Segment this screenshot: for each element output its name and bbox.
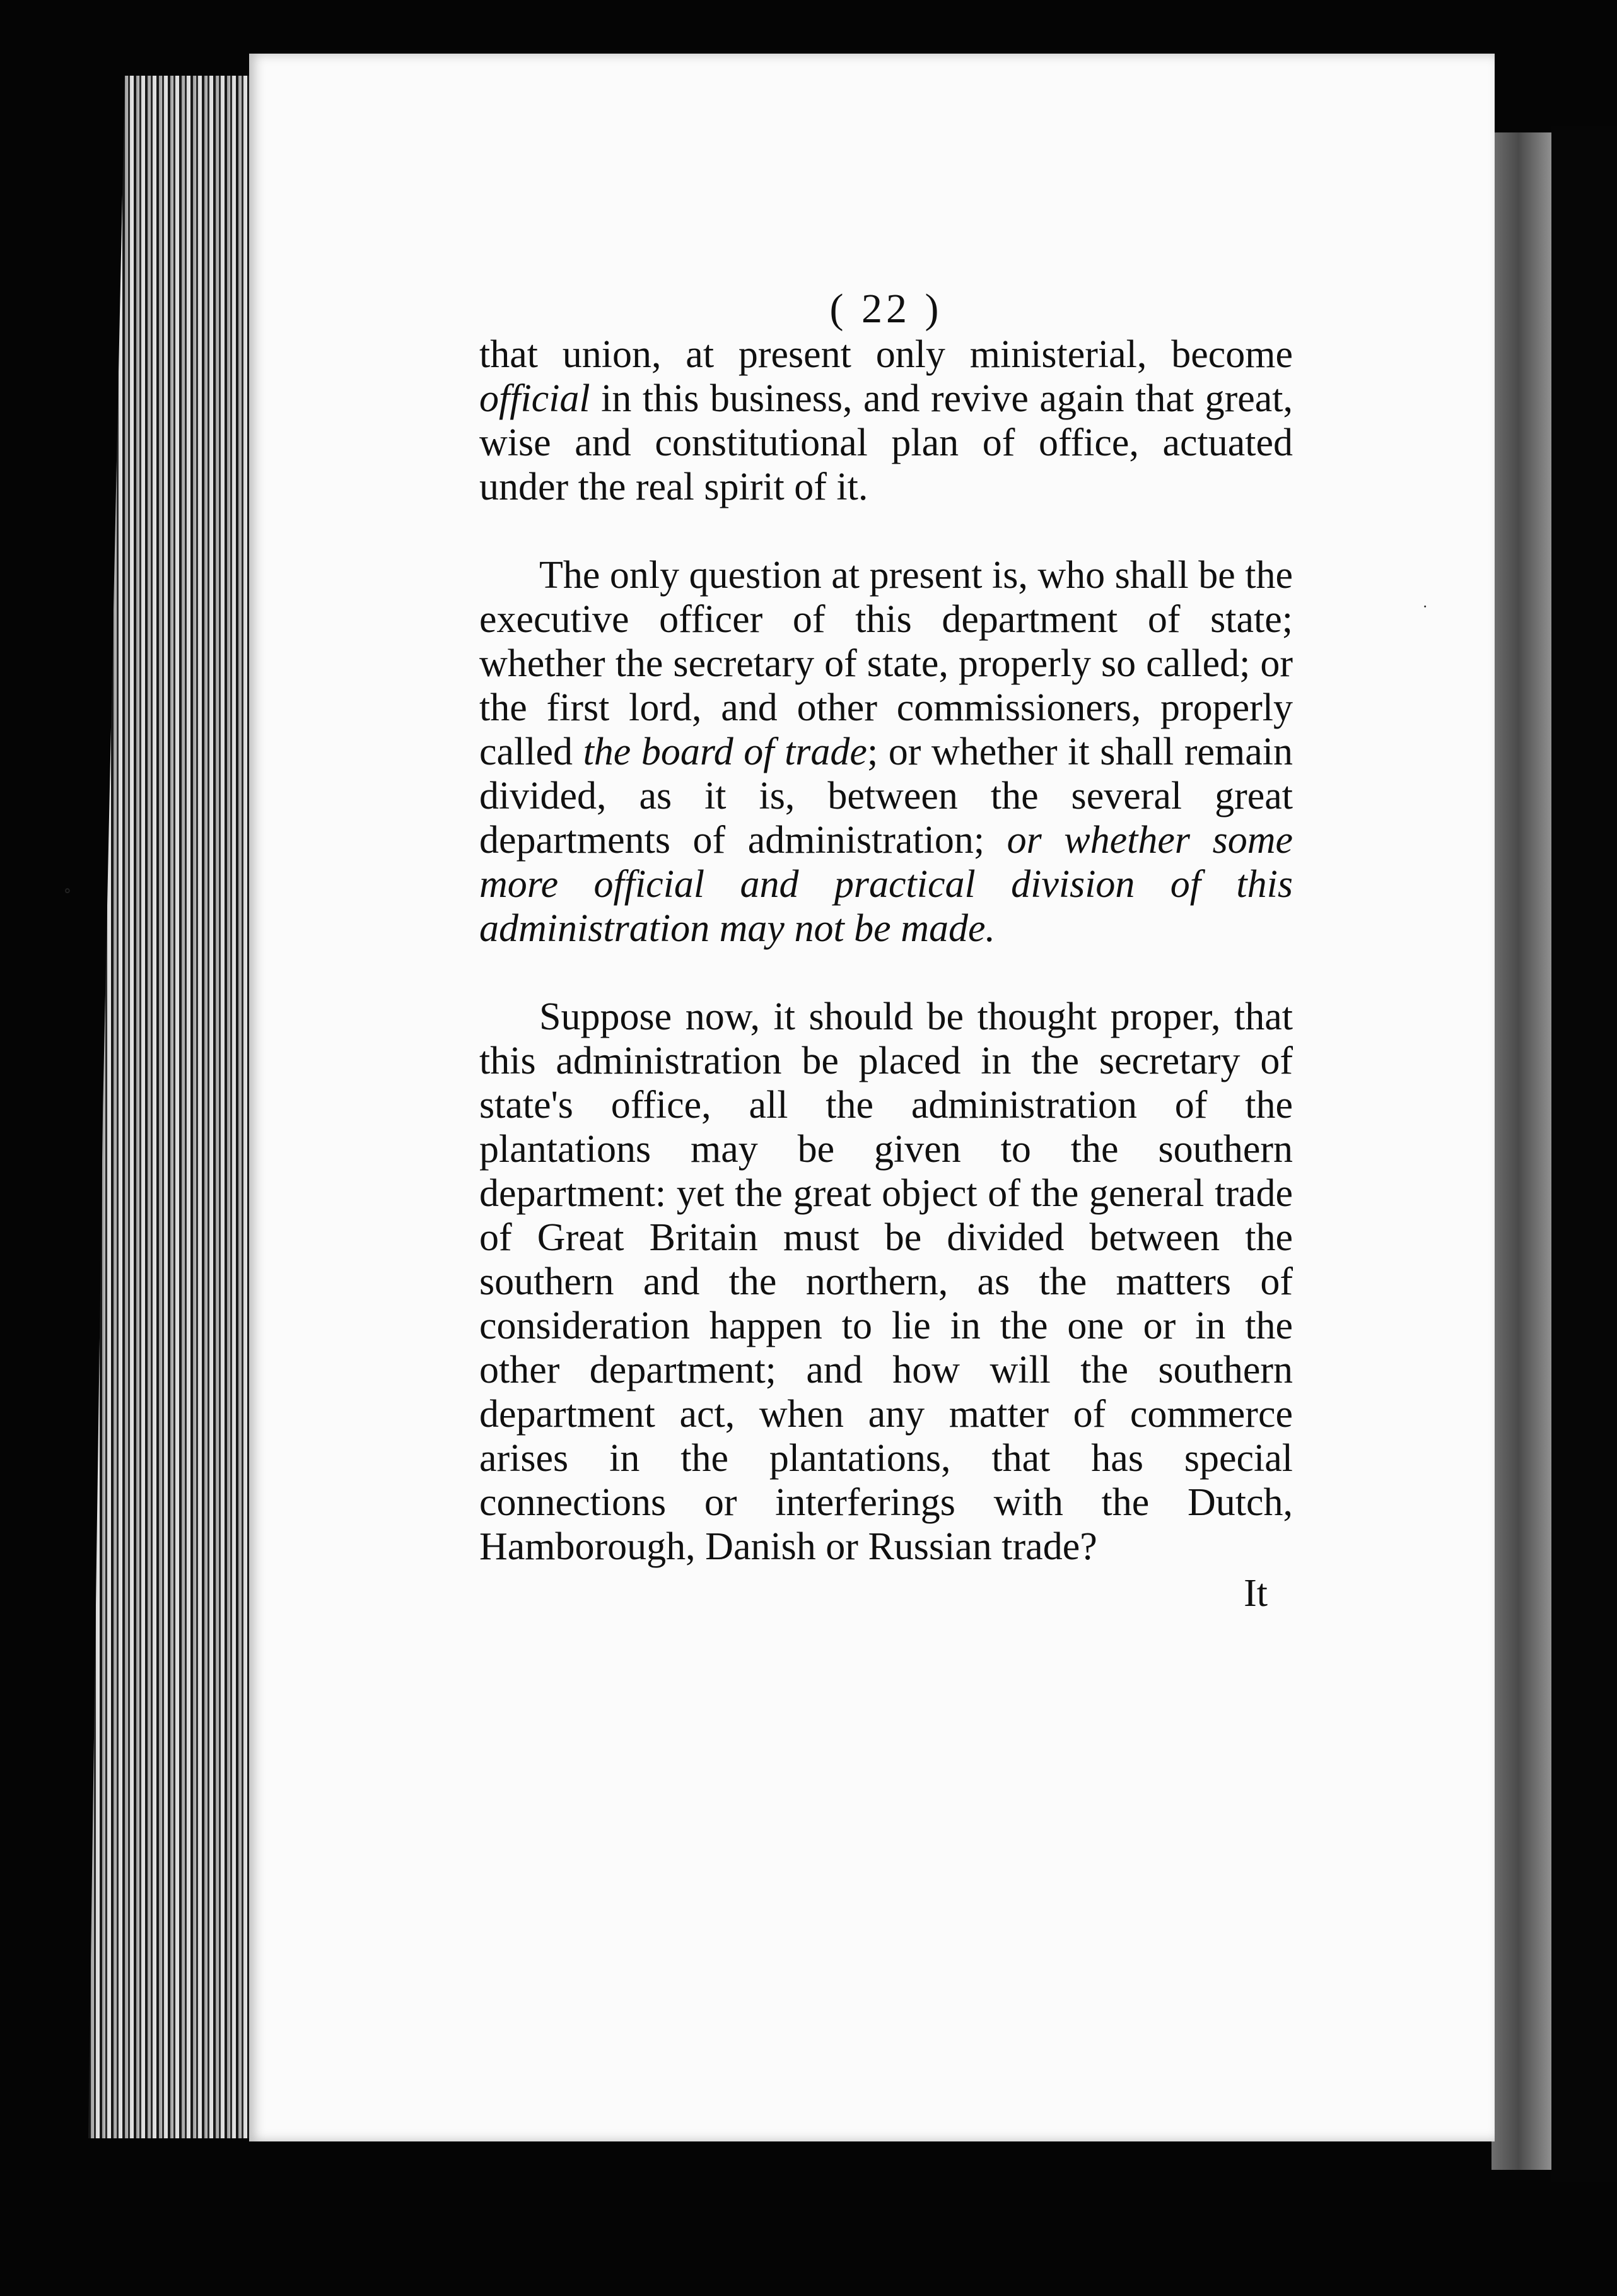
page-text — [479, 287, 1293, 1615]
text-run: The only question at present is, who shall be the executive officer of this department of state; whether the secretary of state, properly so called; or the first lord, and other commissioners, properly called — [479, 554, 1293, 773]
paragraph-1 — [479, 332, 1293, 509]
paragraph-3 — [479, 995, 1293, 1569]
text-run: ; or whether it shall remain divided, as it is, between the several great departments of administration; — [479, 730, 1293, 862]
scan-speck: ˙ — [1422, 602, 1428, 622]
text-run-italic: official — [479, 377, 590, 420]
page-number: ( 22 ) — [829, 286, 943, 332]
catchword: It — [1244, 1572, 1268, 1615]
paragraph-2 — [479, 553, 1293, 951]
text-run: Suppose now, it should be thought proper, that this administration be placed in the secretary of state's office, all the administration of the plantations may be given to the southern department: yet the great object of the general trade of Great Britain must be divided between the southern and the northern, as the matters of consideration happen to lie in the one or in the other department; and how will the southern department act, when any matter of commerce arises in the plantations, that has special connections or interferings with the Dutch, Hamborough, Danish or Russian trade? — [479, 995, 1293, 1568]
text-run: that union, at present only ministerial, become — [479, 333, 1293, 376]
next-leaf-edge — [1491, 132, 1551, 2170]
scan-speck: ∘ — [63, 881, 72, 901]
text-run-italic: the board of trade — [583, 730, 867, 773]
scan-border-right — [1551, 126, 1617, 2182]
text-run-italic: or whether some more official and practical division of this administration may not be made. — [479, 819, 1293, 950]
text-run: in this business, and revive again that great, wise and constitutional plan of office, actuated under the real spirit of it. — [479, 377, 1293, 508]
